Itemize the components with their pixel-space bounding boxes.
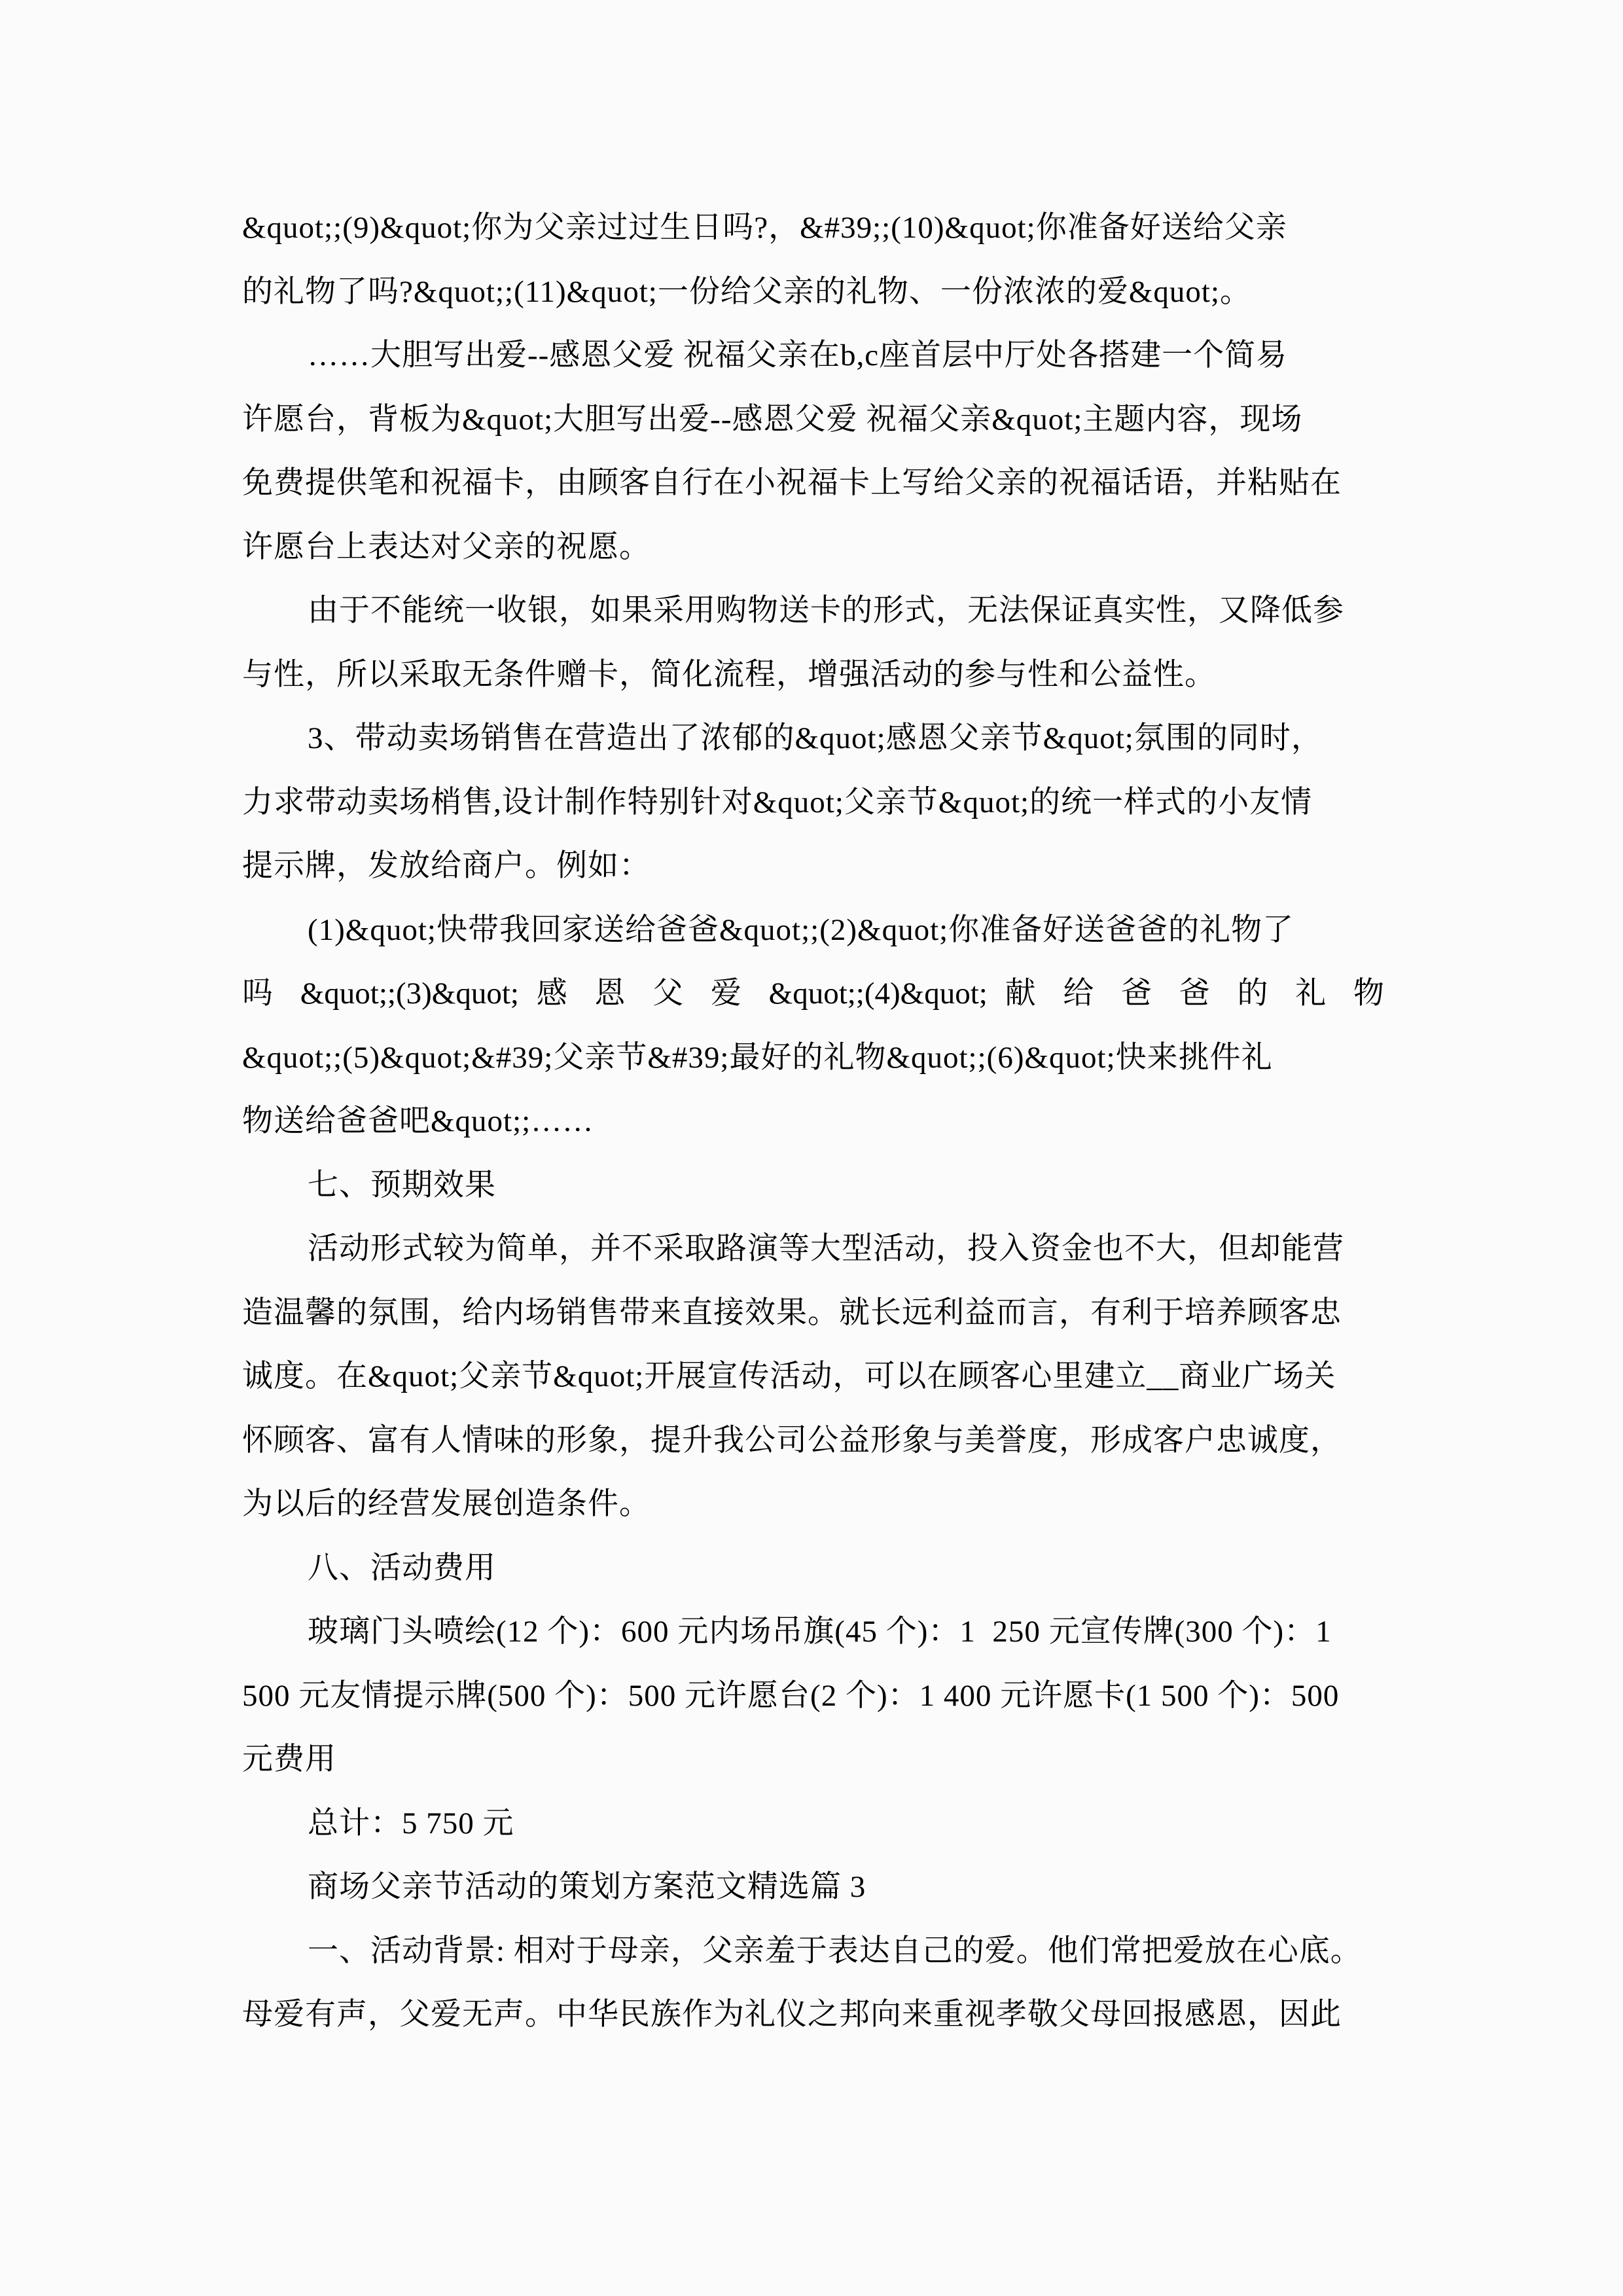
text-line: 力求带动卖场梢售,设计制作特别针对&quot;父亲节&quot;的统一样式的小友情: [242, 785, 1313, 819]
text-line: 提示牌，发放给商户。例如：: [242, 849, 651, 883]
text-line: 的礼物了吗?&quot;;(11)&quot;一份给父亲的礼物、一份浓浓的爱&quot;。: [242, 274, 1251, 309]
text-line: 物送给爸爸吧&quot;;……: [242, 1104, 594, 1138]
text-line: 一、活动背景: 相对于母亲，父亲羞于表达自己的爱。他们常把爱放在心底。: [308, 1933, 1362, 1968]
text-line: 八、活动费用: [308, 1551, 496, 1585]
text-line: 由于不能统一收银，如果采用购物送卡的形式，无法保证真实性，又降低参: [308, 594, 1344, 628]
text-line: 造温馨的氛围，给内场销售带来直接效果。就长远利益而言，有利于培养顾客忠: [242, 1295, 1342, 1330]
text-line: ……大胆写出爱--感恩父爱 祝福父亲在b,c座首层中厅处各搭建一个简易: [308, 338, 1288, 372]
text-line: 诚度。在&quot;父亲节&quot;开展宣传活动，可以在顾客心里建立__商业广场关: [242, 1359, 1336, 1393]
text-line: &quot;;(5)&quot;&#39;父亲节&#39;最好的礼物&quot;;(6)&quot;快来挑件礼: [242, 1040, 1273, 1075]
text-line: (1)&quot;快带我回家送给爸爸&quot;;(2)&quot;你准备好送爸爸的礼物了: [308, 912, 1294, 947]
text-line: 商场父亲节活动的策划方案范文精选篇 3: [308, 1870, 866, 1904]
text-line: 怀顾客、富有人情味的形象，提升我公司公益形象与美誉度，形成客户忠诚度，: [242, 1423, 1342, 1458]
text-line: 元费用: [242, 1742, 336, 1776]
text-line: &quot;;(9)&quot;你为父亲过过生日吗?，&#39;;(10)&quot;你准备好送给父亲: [242, 211, 1287, 245]
document-text-block: [242, 196, 1384, 2047]
text-line: 活动形式较为简单，并不采取路演等大型活动，投入资金也不大，但却能营: [308, 1232, 1344, 1266]
text-line: 为以后的经营发展创造条件。: [242, 1487, 651, 1521]
text-line: 七、预期效果: [308, 1168, 496, 1202]
text-line: 玻璃门头喷绘(12 个)：600 元内场吊旗(45 个)：1 250 元宣传牌(300 个)：1: [308, 1615, 1332, 1649]
text-line: 与性，所以采取无条件赠卡，简化流程，增强活动的参与性和公益性。: [242, 657, 1216, 692]
text-line: 500 元友情提示牌(500 个)：500 元许愿台(2 个)：1 400 元许愿卡(1 500 个)：500: [242, 1678, 1340, 1713]
text-line: 3、带动卖场销售在营造出了浓郁的&quot;感恩父亲节&quot;氛围的同时，: [308, 721, 1323, 755]
text-line: 总计：5 750 元: [308, 1806, 514, 1840]
text-line: 吗 &quot;;(3)&quot; 感 恩 父 爱 &quot;;(4)&quot; 献 给 爸 爸 的 礼 物: [242, 977, 1384, 1011]
text-line: 免费提供笔和祝福卡，由顾客自行在小祝福卡上写给父亲的祝福话语，并粘贴在: [242, 466, 1342, 500]
text-line: 母爱有声，父爱无声。中华民族作为礼仪之邦向来重视孝敬父母回报感恩，因此: [242, 1998, 1342, 2032]
text-line: 许愿台上表达对父亲的祝愿。: [242, 529, 651, 564]
text-line: 许愿台，背板为&quot;大胆写出爱--感恩父爱 祝福父亲&quot;主题内容，现场: [242, 402, 1303, 437]
